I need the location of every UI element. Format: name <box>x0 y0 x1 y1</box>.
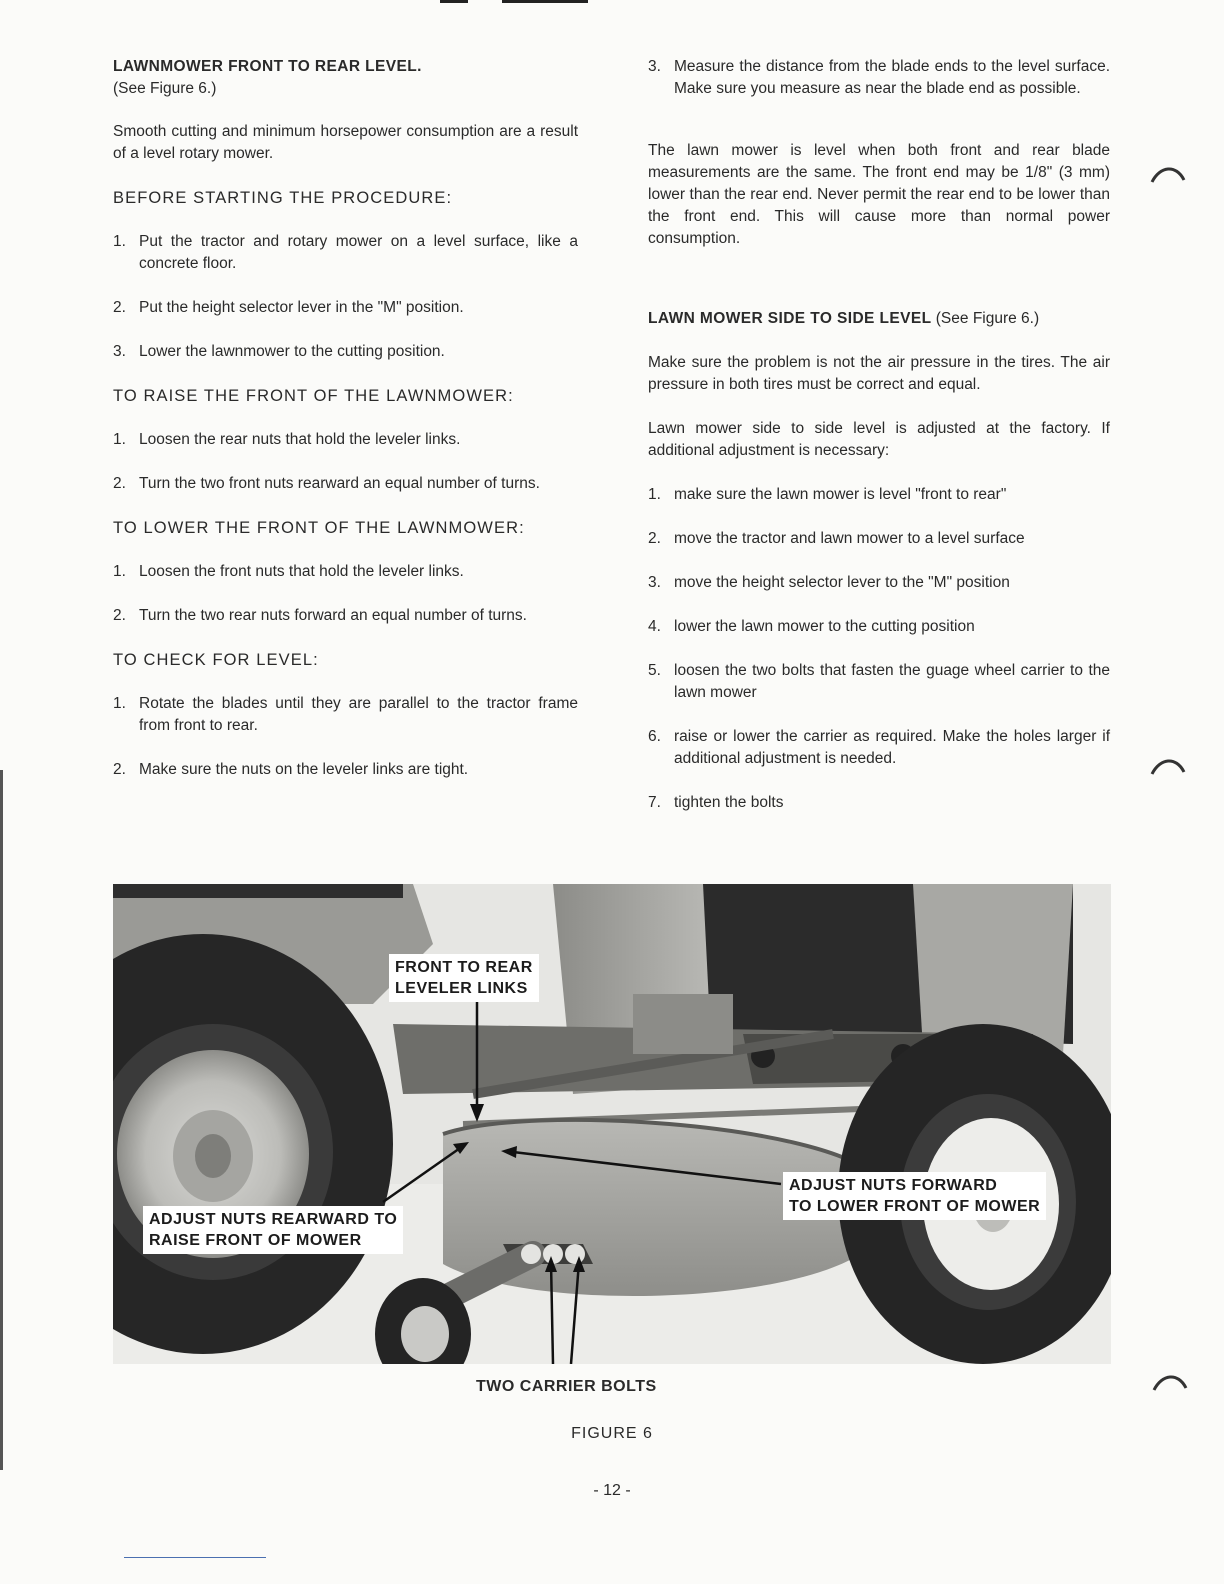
list-item: 2. Turn the two front nuts rearward an equal number of turns. <box>113 475 540 492</box>
list-item: 1. Put the tractor and rotary mower on a level surface, like a concrete floor. <box>113 233 578 272</box>
right-column <box>648 56 1110 814</box>
list-item: 1. make sure the lawn mower is level "front to rear" <box>648 486 1007 503</box>
factory-paragraph: Lawn mower side to side level is adjusted at the factory. If additional adjustment is necessary: <box>648 420 1110 459</box>
callout-adjust-nuts-rearward: ADJUST NUTS REARWARD TO RAISE FRONT OF MOWER <box>143 1206 403 1254</box>
list-item: 1. Loosen the rear nuts that hold the leveler links. <box>113 431 461 448</box>
list-item: 2. Turn the two rear nuts forward an equal number of turns. <box>113 607 527 624</box>
figure-caption: FIGURE 6 <box>571 1425 653 1442</box>
list-item: 1. Rotate the blades until they are parallel to the tractor frame from front to rear. <box>113 695 578 734</box>
lower-heading: TO LOWER THE FRONT OF THE LAWNMOWER: <box>113 519 525 537</box>
scan-mark-icon <box>1148 752 1188 782</box>
scan-mark-icon <box>1148 160 1188 190</box>
list-item: 7. tighten the bolts <box>648 794 784 811</box>
pressure-paragraph: Make sure the problem is not the air pressure in the tires. The air pressure in both tires must be correct and equal. <box>648 354 1110 393</box>
scan-top-mark <box>440 0 588 3</box>
section-title-front-to-rear: LAWNMOWER FRONT TO REAR LEVEL. <box>113 58 422 75</box>
tractor-mower-illustration <box>113 884 1111 1364</box>
list-item: 3. Lower the lawnmower to the cutting position. <box>113 343 445 360</box>
see-figure-note: (See Figure 6.) <box>935 310 1040 327</box>
page-number: - 12 - <box>593 1482 631 1499</box>
scan-mark-icon <box>1150 1368 1190 1398</box>
list-item: 4. lower the lawn mower to the cutting position <box>648 618 975 635</box>
list-item: 2. move the tractor and lawn mower to a level surface <box>648 530 1025 547</box>
before-heading: BEFORE STARTING THE PROCEDURE: <box>113 189 453 207</box>
list-item: 3. Measure the distance from the blade ends to the level surface. Make sure you measure as near the blade end as possible. <box>648 58 1110 97</box>
callout-two-carrier-bolts: TWO CARRIER BOLTS <box>476 1378 657 1395</box>
section-title-side-to-side: LAWN MOWER SIDE TO SIDE LEVEL <box>648 310 932 327</box>
list-item: 2. Put the height selector lever in the "M" position. <box>113 299 464 316</box>
see-figure-note: (See Figure 6.) <box>113 80 217 97</box>
check-heading: TO CHECK FOR LEVEL: <box>113 651 319 669</box>
list-item: 2. Make sure the nuts on the leveler links are tight. <box>113 761 469 778</box>
side-to-side-heading <box>648 308 1110 330</box>
callout-adjust-nuts-forward: ADJUST NUTS FORWARD TO LOWER FRONT OF MOWER <box>783 1172 1046 1220</box>
figure-6-photo <box>113 884 1111 1364</box>
list-item: 5. loosen the two bolts that fasten the guage wheel carrier to the lawn mower <box>648 662 1110 701</box>
level-paragraph: The lawn mower is level when both front and rear blade measurements are the same. The front end may be 1/8" (3 mm) lower than the rear end. Never permit the rear end to be lower than the front end. This will cause more than normal power consumption. <box>648 142 1110 247</box>
left-column <box>113 56 578 781</box>
scan-edge-line <box>0 770 3 1470</box>
list-item: 1. Loosen the front nuts that hold the leveler links. <box>113 563 464 580</box>
intro-paragraph: Smooth cutting and minimum horsepower consumption are a result of a level rotary mower. <box>113 123 578 162</box>
list-item: 6. raise or lower the carrier as required. Make the holes larger if additional adjustment is needed. <box>648 728 1110 767</box>
list-item: 3. move the height selector lever to the "M" position <box>648 574 1010 591</box>
footer-rule <box>124 1557 266 1558</box>
callout-front-to-rear-leveler-links: FRONT TO REAR LEVELER LINKS <box>389 954 539 1002</box>
raise-heading: TO RAISE THE FRONT OF THE LAWNMOWER: <box>113 387 514 405</box>
